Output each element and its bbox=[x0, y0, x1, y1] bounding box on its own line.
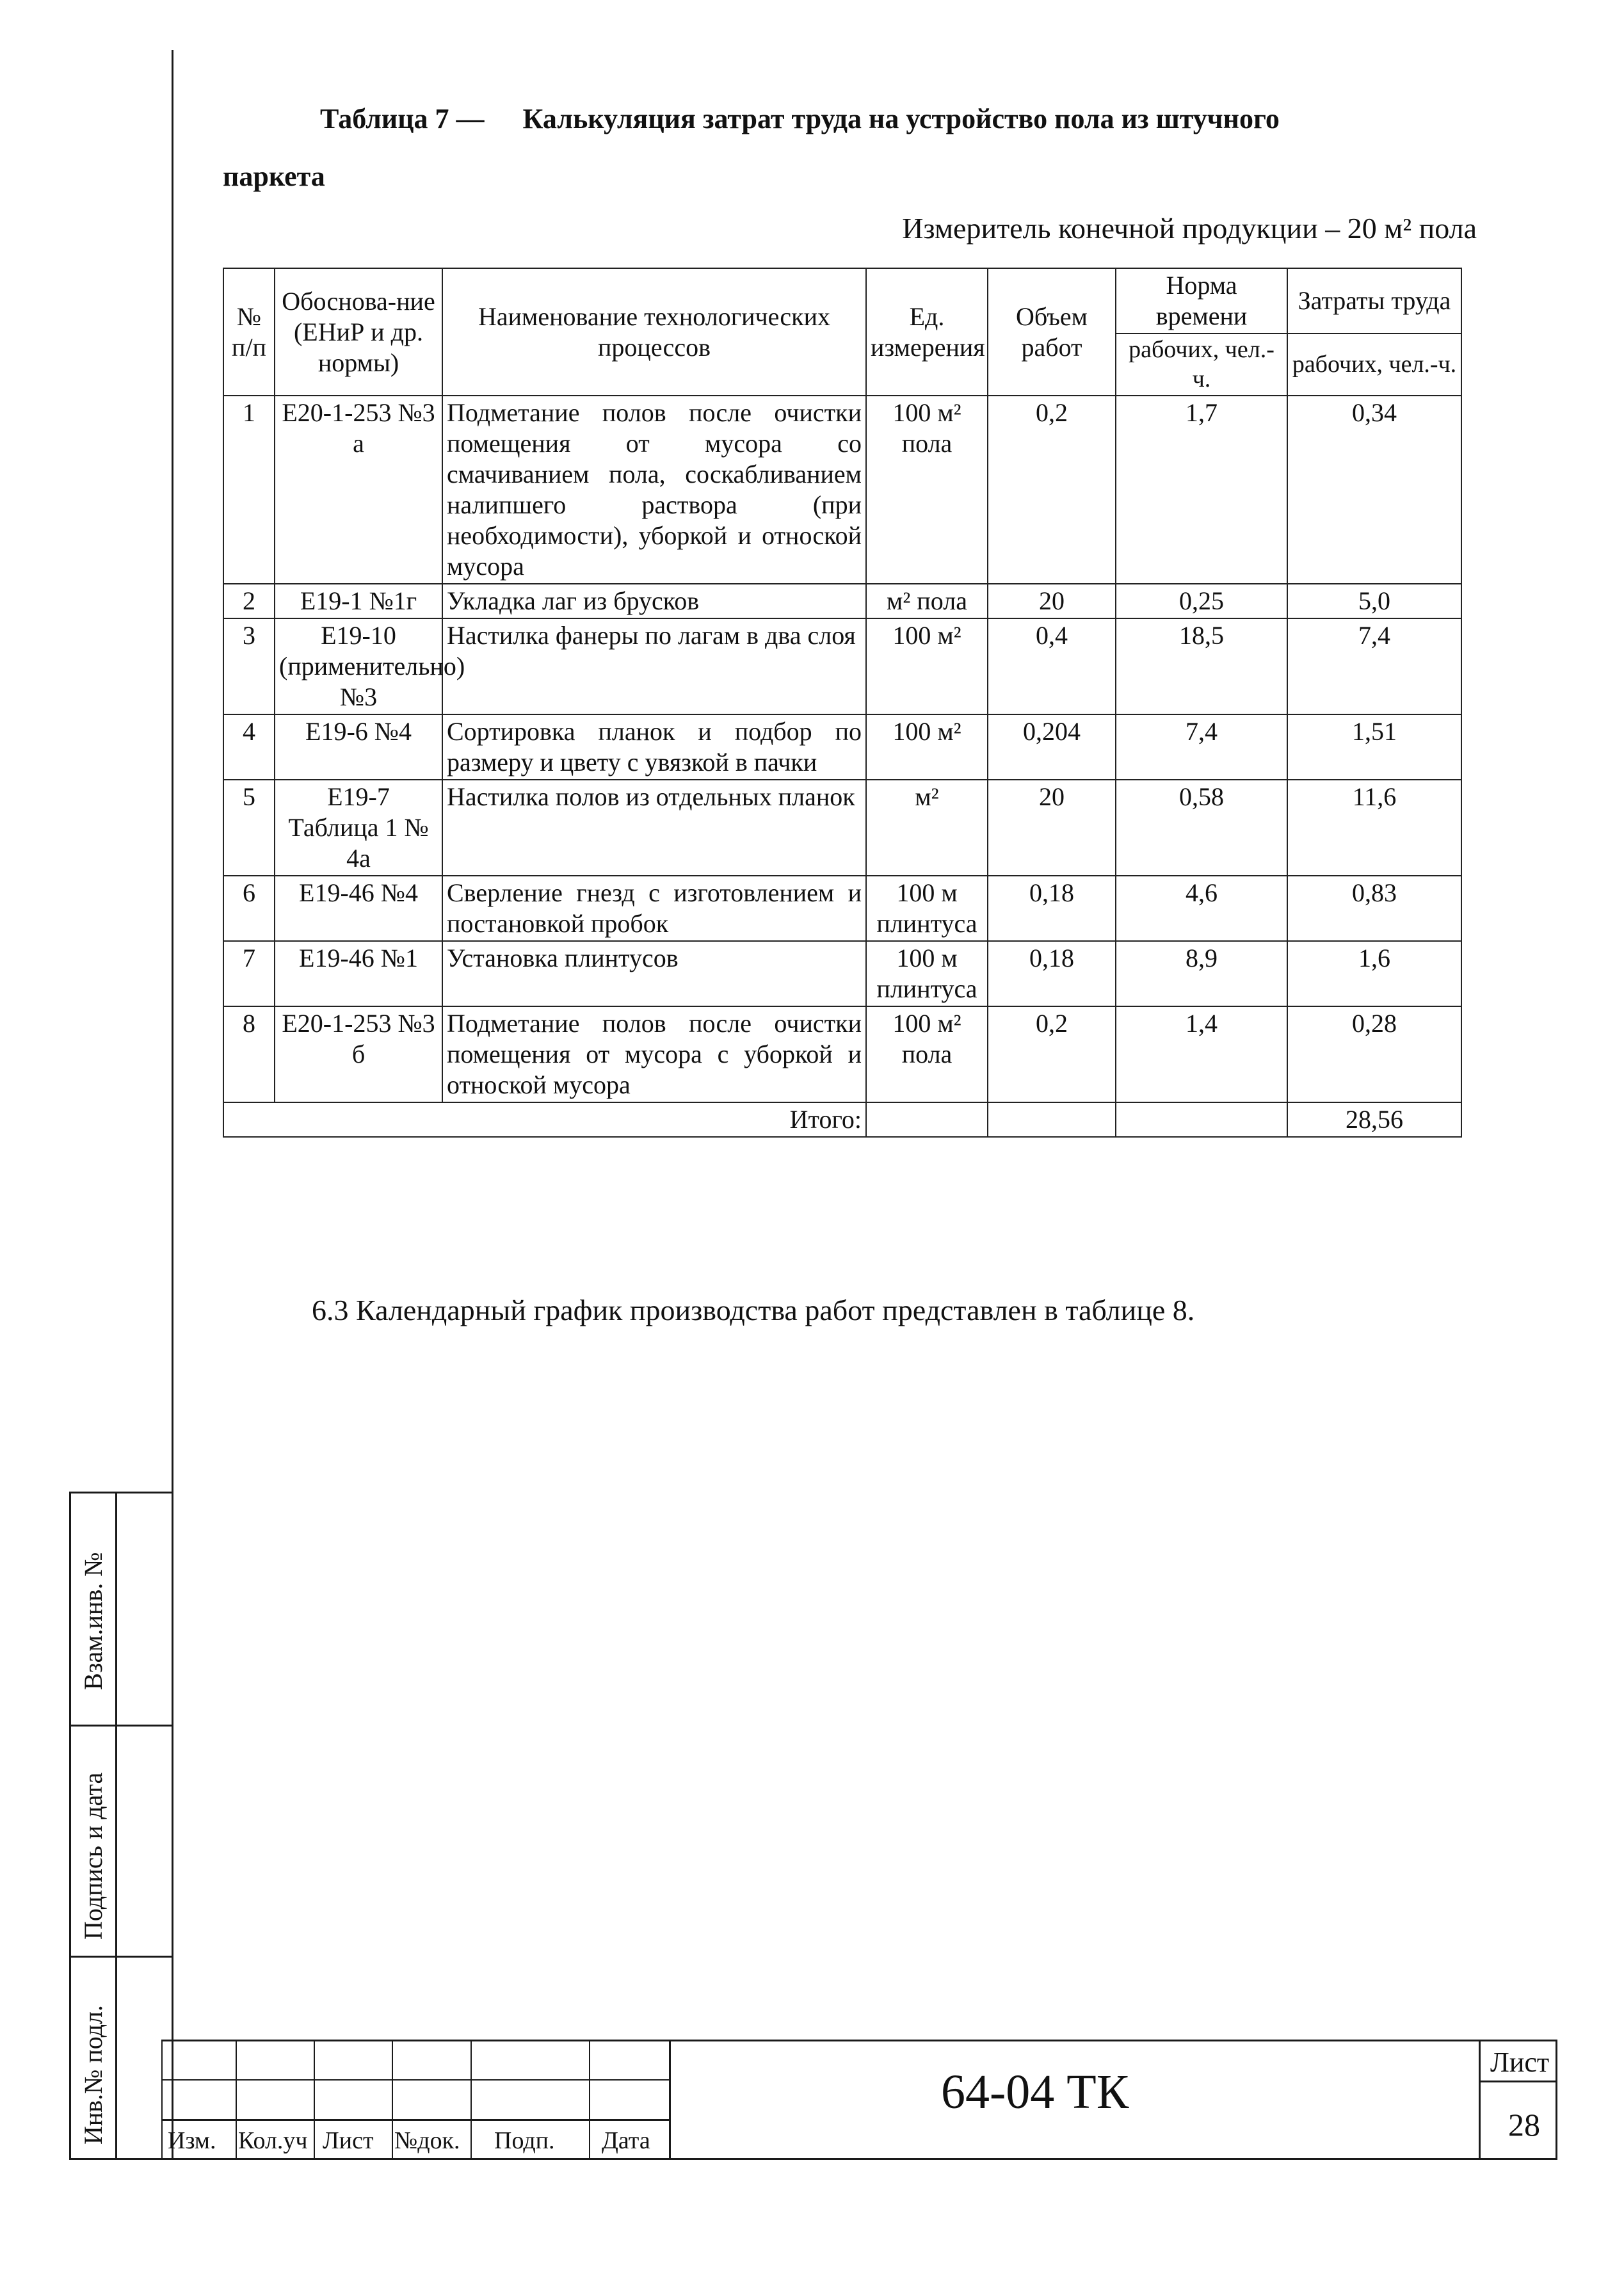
stamp-row-line bbox=[161, 2119, 670, 2121]
cell-unit: 100 м² bbox=[866, 618, 988, 714]
stamp-podp: Подп. bbox=[494, 2127, 555, 2154]
cell-labor: 1,51 bbox=[1287, 714, 1461, 780]
frame-left-line bbox=[172, 50, 173, 2160]
total-empty-unit bbox=[866, 1102, 988, 1137]
cell-num: 3 bbox=[223, 618, 275, 714]
cell-process: Сверление гнезд с изготовлением и постановкой пробок bbox=[442, 876, 866, 941]
cell-volume: 0,2 bbox=[988, 1006, 1116, 1102]
cell-process: Настилка фанеры по лагам в два слоя bbox=[442, 618, 866, 714]
calendar-note: 6.3 Календарный график производства работ представлен в таблице 8. bbox=[312, 1294, 1195, 1326]
cell-basis: Е19-7 Таблица 1 № 4а bbox=[275, 780, 442, 876]
header-num: № п/п bbox=[223, 268, 275, 396]
stamp-ndok: №док. bbox=[394, 2127, 460, 2154]
stamp-col-line bbox=[392, 2040, 393, 2160]
stamp-row-line bbox=[161, 2079, 670, 2081]
cell-volume: 0,18 bbox=[988, 941, 1116, 1006]
cell-basis: Е20-1-253 №3 б bbox=[275, 1006, 442, 1102]
cell-num: 8 bbox=[223, 1006, 275, 1102]
header-norm: Норма времени bbox=[1116, 268, 1287, 334]
stamp-izm: Изм. bbox=[168, 2127, 216, 2154]
stamp-row-line bbox=[1479, 2081, 1557, 2082]
cell-volume: 20 bbox=[988, 780, 1116, 876]
table-row bbox=[223, 1006, 1461, 1102]
header-process: Наименование технологических процессов bbox=[442, 268, 866, 396]
cell-basis: Е19-46 №4 bbox=[275, 876, 442, 941]
header-basis: Обоснова-ние (ЕНиР и др. нормы) bbox=[275, 268, 442, 396]
measure-unit: Измеритель конечной продукции – 20 м² пола bbox=[902, 212, 1477, 245]
cell-unit: м² bbox=[866, 780, 988, 876]
cell-process: Подметание полов после очистки помещения от мусора с уборкой и отноской мусора bbox=[442, 1006, 866, 1102]
margin-label-inv-orig: Инв.№ подл. bbox=[79, 2005, 108, 2145]
cell-basis: Е19-1 №1г bbox=[275, 584, 442, 618]
header-norm-sub: рабочих, чел.-ч. bbox=[1116, 334, 1287, 396]
cell-labor: 0,28 bbox=[1287, 1006, 1461, 1102]
cell-num: 5 bbox=[223, 780, 275, 876]
margin-label-sign-date: Подпись и дата bbox=[79, 1772, 108, 1940]
stamp-data: Дата bbox=[602, 2127, 650, 2154]
table-title-continuation: паркета bbox=[223, 161, 325, 192]
stamp-col-line bbox=[314, 2040, 315, 2160]
cell-labor: 5,0 bbox=[1287, 584, 1461, 618]
cell-norm: 0,58 bbox=[1116, 780, 1287, 876]
cell-process: Установка плинтусов bbox=[442, 941, 866, 1006]
sheet-number: 28 bbox=[1508, 2107, 1540, 2143]
table-title-label: Таблица 7 — bbox=[320, 103, 485, 134]
header-unit: Ед. измерения bbox=[866, 268, 988, 396]
stamp-kol: Кол.уч bbox=[238, 2127, 308, 2154]
margin-box-sep1 bbox=[69, 1725, 172, 1727]
header-labor-sub: рабочих, чел.-ч. bbox=[1287, 334, 1461, 396]
cell-num: 2 bbox=[223, 584, 275, 618]
cell-num: 4 bbox=[223, 714, 275, 780]
table-row bbox=[223, 396, 1461, 584]
cell-norm: 1,7 bbox=[1116, 396, 1287, 584]
document-code: 64-04 ТК bbox=[941, 2065, 1129, 2119]
stamp-col-line bbox=[1479, 2040, 1481, 2160]
margin-label-inv-replace: Взам.инв. № bbox=[79, 1552, 108, 1690]
cell-volume: 0,18 bbox=[988, 876, 1116, 941]
labor-calculation-table bbox=[223, 268, 1462, 1138]
cell-num: 1 bbox=[223, 396, 275, 584]
table-row bbox=[223, 780, 1461, 876]
cell-process: Укладка лаг из брусков bbox=[442, 584, 866, 618]
cell-basis: Е19-10 (применительно) №3 bbox=[275, 618, 442, 714]
table-title bbox=[320, 102, 1472, 135]
stamp-list: Лист bbox=[323, 2127, 374, 2154]
cell-norm: 4,6 bbox=[1116, 876, 1287, 941]
cell-unit: 100 м² bbox=[866, 714, 988, 780]
table-total-row bbox=[223, 1102, 1461, 1137]
cell-volume: 20 bbox=[988, 584, 1116, 618]
stamp-col-line bbox=[470, 2040, 472, 2160]
frame-margin-outer bbox=[69, 1492, 71, 2160]
margin-box-inner bbox=[115, 1492, 117, 2160]
cell-process: Сортировка планок и подбор по размеру и цвету с увязкой в пачки bbox=[442, 714, 866, 780]
stamp-col-line bbox=[161, 2040, 163, 2160]
cell-labor: 0,83 bbox=[1287, 876, 1461, 941]
table-row bbox=[223, 618, 1461, 714]
cell-norm: 8,9 bbox=[1116, 941, 1287, 1006]
table-row bbox=[223, 876, 1461, 941]
cell-unit: м² пола bbox=[866, 584, 988, 618]
cell-labor: 11,6 bbox=[1287, 780, 1461, 876]
cell-basis: Е19-46 №1 bbox=[275, 941, 442, 1006]
cell-labor: 1,6 bbox=[1287, 941, 1461, 1006]
cell-labor: 0,34 bbox=[1287, 396, 1461, 584]
table-row bbox=[223, 714, 1461, 780]
total-empty-volume bbox=[988, 1102, 1116, 1137]
cell-process: Подметание полов после очистки помещения от мусора со смачиванием пола, соскабливанием налипшего раствора (при необходимости), уборкой и отноской мусора bbox=[442, 396, 866, 584]
cell-unit: 100 м плинтуса bbox=[866, 876, 988, 941]
stamp-col-line bbox=[669, 2040, 671, 2160]
cell-num: 6 bbox=[223, 876, 275, 941]
cell-norm: 18,5 bbox=[1116, 618, 1287, 714]
cell-basis: Е19-6 №4 bbox=[275, 714, 442, 780]
stamp-col-line bbox=[589, 2040, 590, 2160]
cell-basis: Е20-1-253 №3 а bbox=[275, 396, 442, 584]
stamp-col-line bbox=[236, 2040, 237, 2160]
margin-box-sep2 bbox=[69, 1956, 172, 1958]
cell-volume: 0,2 bbox=[988, 396, 1116, 584]
table-row bbox=[223, 941, 1461, 1006]
cell-norm: 1,4 bbox=[1116, 1006, 1287, 1102]
total-label: Итого: bbox=[223, 1102, 866, 1137]
cell-num: 7 bbox=[223, 941, 275, 1006]
cell-norm: 7,4 bbox=[1116, 714, 1287, 780]
cell-norm: 0,25 bbox=[1116, 584, 1287, 618]
cell-volume: 0,4 bbox=[988, 618, 1116, 714]
cell-process: Настилка полов из отдельных планок bbox=[442, 780, 866, 876]
table-row bbox=[223, 584, 1461, 618]
cell-volume: 0,204 bbox=[988, 714, 1116, 780]
cell-unit: 100 м плинтуса bbox=[866, 941, 988, 1006]
header-labor: Затраты труда bbox=[1287, 268, 1461, 334]
margin-box-top bbox=[69, 1492, 172, 1493]
table-title-text: Калькуляция затрат труда на устройство пола из штучного bbox=[522, 103, 1280, 134]
total-empty-norm bbox=[1116, 1102, 1287, 1137]
sheet-label: Лист bbox=[1490, 2047, 1550, 2078]
cell-labor: 7,4 bbox=[1287, 618, 1461, 714]
header-volume: Объем работ bbox=[988, 268, 1116, 396]
total-value: 28,56 bbox=[1287, 1102, 1461, 1137]
cell-unit: 100 м² пола bbox=[866, 1006, 988, 1102]
cell-unit: 100 м² пола bbox=[866, 396, 988, 584]
